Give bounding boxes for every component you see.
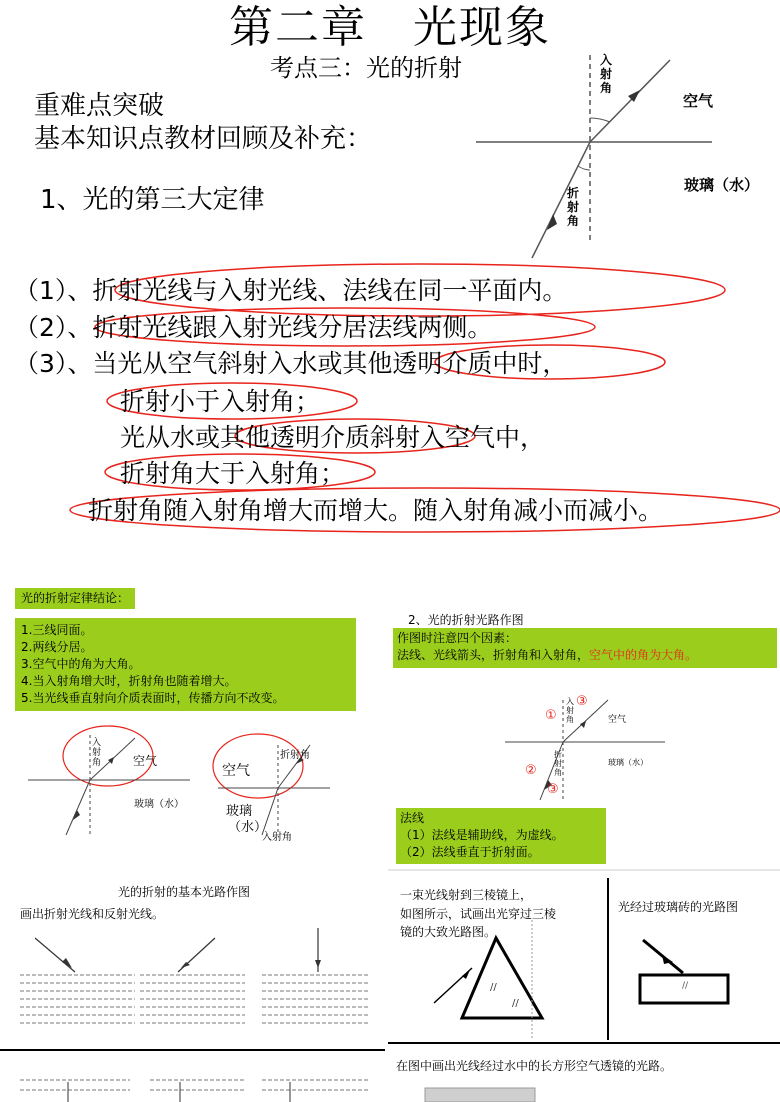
drawing-incidence-label: 入射角 (566, 697, 574, 724)
normal-item-2: （2）法线垂直于折射面。 (400, 845, 540, 859)
drawing-heading: 2、光的折射光路作图 (408, 613, 524, 627)
drawing-refraction-label: 折射角 (554, 750, 562, 777)
law-item-3: （3）、当光从空气斜射入水或其他透明介质中时， (14, 349, 568, 378)
basic-exercise-diagrams (35, 928, 321, 972)
left-glass-label: 玻璃（水） (134, 799, 184, 810)
conclusion-label: 光的折射定律结论： (15, 588, 135, 609)
left-incidence-label: 入射角 (92, 738, 102, 768)
right-refraction-label: 折射角 (280, 750, 310, 761)
law-item-1: （1）、折射光线与入射光线、法线在同一平面内。 (14, 276, 568, 305)
drawing-note (393, 628, 777, 668)
prism-text-2: 如图所示，试画出光穿过三棱 (400, 907, 557, 921)
basic-exercise-instruction: 画出折射光线和反射光线。 (20, 907, 165, 921)
section-subtitle: 考点三：光的折射 (270, 54, 462, 82)
refraction-angle-label: 折射角 (567, 186, 580, 228)
right-air-label: 空气 (222, 763, 250, 779)
mark-2: ② (525, 763, 537, 778)
air-label: 空气 (683, 92, 714, 110)
law-item-3c: 折射角大于入射角； (120, 459, 346, 488)
svg-text://: // (682, 981, 689, 991)
right-glass-label-1: 玻璃 (226, 804, 253, 819)
normal-title: 法线 (400, 811, 425, 825)
chapter-title: 第二章 光现象 (229, 2, 551, 53)
svg-text://: // (490, 982, 497, 993)
law-item-3a: 折射小于入射角； (120, 387, 321, 416)
water-rect (425, 1088, 535, 1102)
incidence-angle-label: 入射角 (600, 53, 613, 95)
conclusion-list (15, 618, 356, 711)
drawing-note-title: 作图时注意四个因素： (397, 631, 518, 645)
conclusion-item: 2.两线分居。 (21, 640, 93, 654)
svg-text://: // (512, 998, 519, 1009)
normal-block (396, 808, 606, 864)
water-lens-title: 在图中画出光线经过水中的长方形空气透镜的光路。 (396, 1059, 673, 1073)
law-heading: 1、光的第三大定律 (40, 185, 265, 215)
right-glass-label-2: （水） (228, 820, 268, 835)
dashed-water-lines (20, 975, 370, 1090)
brick-title: 光经过玻璃砖的光路图 (618, 900, 739, 914)
left-air-label: 空气 (133, 754, 158, 768)
conclusion-diagram-left (28, 726, 190, 835)
glass-label: 玻璃（水） (684, 176, 760, 194)
drawing-air-label: 空气 (608, 715, 627, 725)
conclusion-item: 1.三线同面。 (21, 623, 93, 637)
drawing-note-red: 空气中的角为大角。 (589, 648, 698, 662)
mark-3-bottom: ③ (547, 782, 559, 797)
top-refraction-diagram (476, 55, 712, 258)
partial-rays-bottom (68, 1082, 290, 1102)
conclusion-item: 4.当入射角增大时，折射角也随着增大。 (21, 674, 237, 688)
mark-3-top: ③ (576, 694, 588, 709)
law-summary: 折射角随入射角增大而增大。随入射角减小而减小。 (88, 496, 664, 525)
drawing-glass-label: 玻璃（水） (608, 758, 648, 767)
prism-text-3: 镜的大致光路图。 (400, 925, 497, 939)
glass-brick-diagram (640, 940, 728, 1003)
intro-line-2: 基本知识点教材回顾及补充： (34, 124, 373, 154)
law-item-2: （2）、折射光线跟入射光线分居法线两侧。 (14, 313, 493, 342)
mark-1: ① (545, 708, 557, 723)
intro-line-1: 重难点突破 (34, 91, 165, 121)
basic-exercise-title: 光的折射的基本光路作图 (118, 885, 251, 899)
drawing-note-text: 法线、光线箭头，折射角和入射角， (397, 648, 590, 662)
right-incidence-label: 入射角 (262, 832, 292, 843)
conclusion-item: 3.空气中的角为大角。 (21, 657, 141, 671)
prism-text-1: 一束光线射到三棱镜上， (400, 888, 533, 902)
numbered-refraction-diagram (505, 700, 665, 800)
conclusion-item: 5.当光线垂直射向介质表面时，传播方向不改变。 (21, 691, 285, 705)
law-item-3b: 光从水或其他透明介质斜射入空气中， (120, 423, 546, 452)
normal-item-1: （1）法线是辅助线，为虚线。 (400, 828, 564, 842)
